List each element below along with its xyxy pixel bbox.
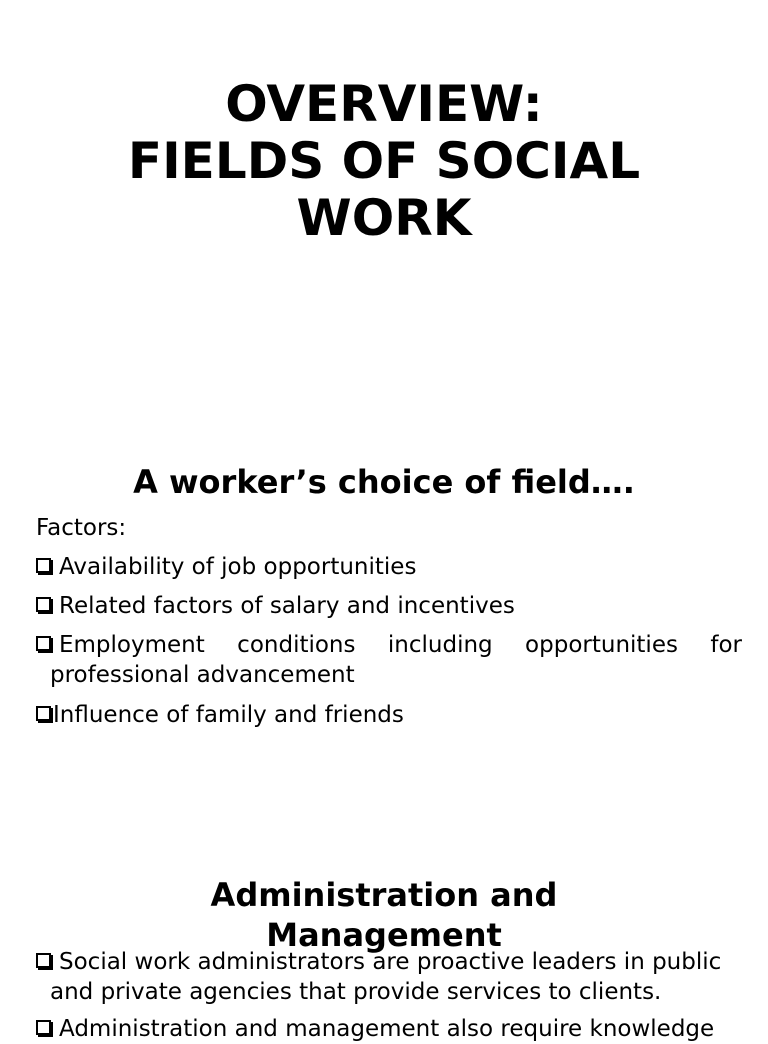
page-title bbox=[0, 76, 768, 247]
list-item bbox=[36, 630, 742, 690]
section-heading-admin bbox=[0, 875, 768, 955]
list-item bbox=[36, 591, 742, 621]
list-item-text: Related factors of salary and incentives bbox=[59, 593, 515, 619]
checkbox-bullet-icon bbox=[36, 706, 51, 721]
section-heading-admin-line-2: Management bbox=[266, 916, 502, 954]
list-item bbox=[36, 552, 742, 582]
list-item-text: Availability of job opportunities bbox=[59, 554, 417, 580]
list-item bbox=[36, 700, 742, 730]
checkbox-bullet-icon bbox=[36, 558, 51, 573]
list-item-text: Administration and management also require knowledge bbox=[59, 1016, 715, 1042]
list-item-text: Employment conditions including opportunities for bbox=[59, 632, 742, 658]
list-item-continuation: professional advancement bbox=[50, 662, 355, 688]
checkbox-bullet-icon bbox=[36, 597, 51, 612]
list-item-continuation: and private agencies that provide services to clients. bbox=[50, 979, 662, 1005]
section-heading-choice bbox=[0, 462, 768, 502]
factors-label: Factors: bbox=[36, 515, 127, 541]
list-item bbox=[36, 947, 742, 1007]
checkbox-bullet-icon bbox=[36, 1020, 51, 1035]
checkbox-bullet-icon bbox=[36, 636, 51, 651]
title-line-2: FIELDS OF SOCIAL bbox=[127, 132, 641, 190]
list-item-line bbox=[36, 630, 742, 660]
list-item-text: Influence of family and friends bbox=[53, 702, 404, 728]
list-item-text: Social work administrators are proactive leaders in public bbox=[59, 949, 722, 975]
list-item bbox=[36, 1014, 742, 1044]
section-heading-admin-line-1: Administration and bbox=[210, 876, 558, 914]
checkbox-bullet-icon bbox=[36, 953, 51, 968]
section-heading-choice-text: A worker’s choice of field…. bbox=[133, 463, 635, 501]
title-line-3: WORK bbox=[296, 189, 472, 247]
title-line-1: OVERVIEW: bbox=[225, 75, 543, 133]
